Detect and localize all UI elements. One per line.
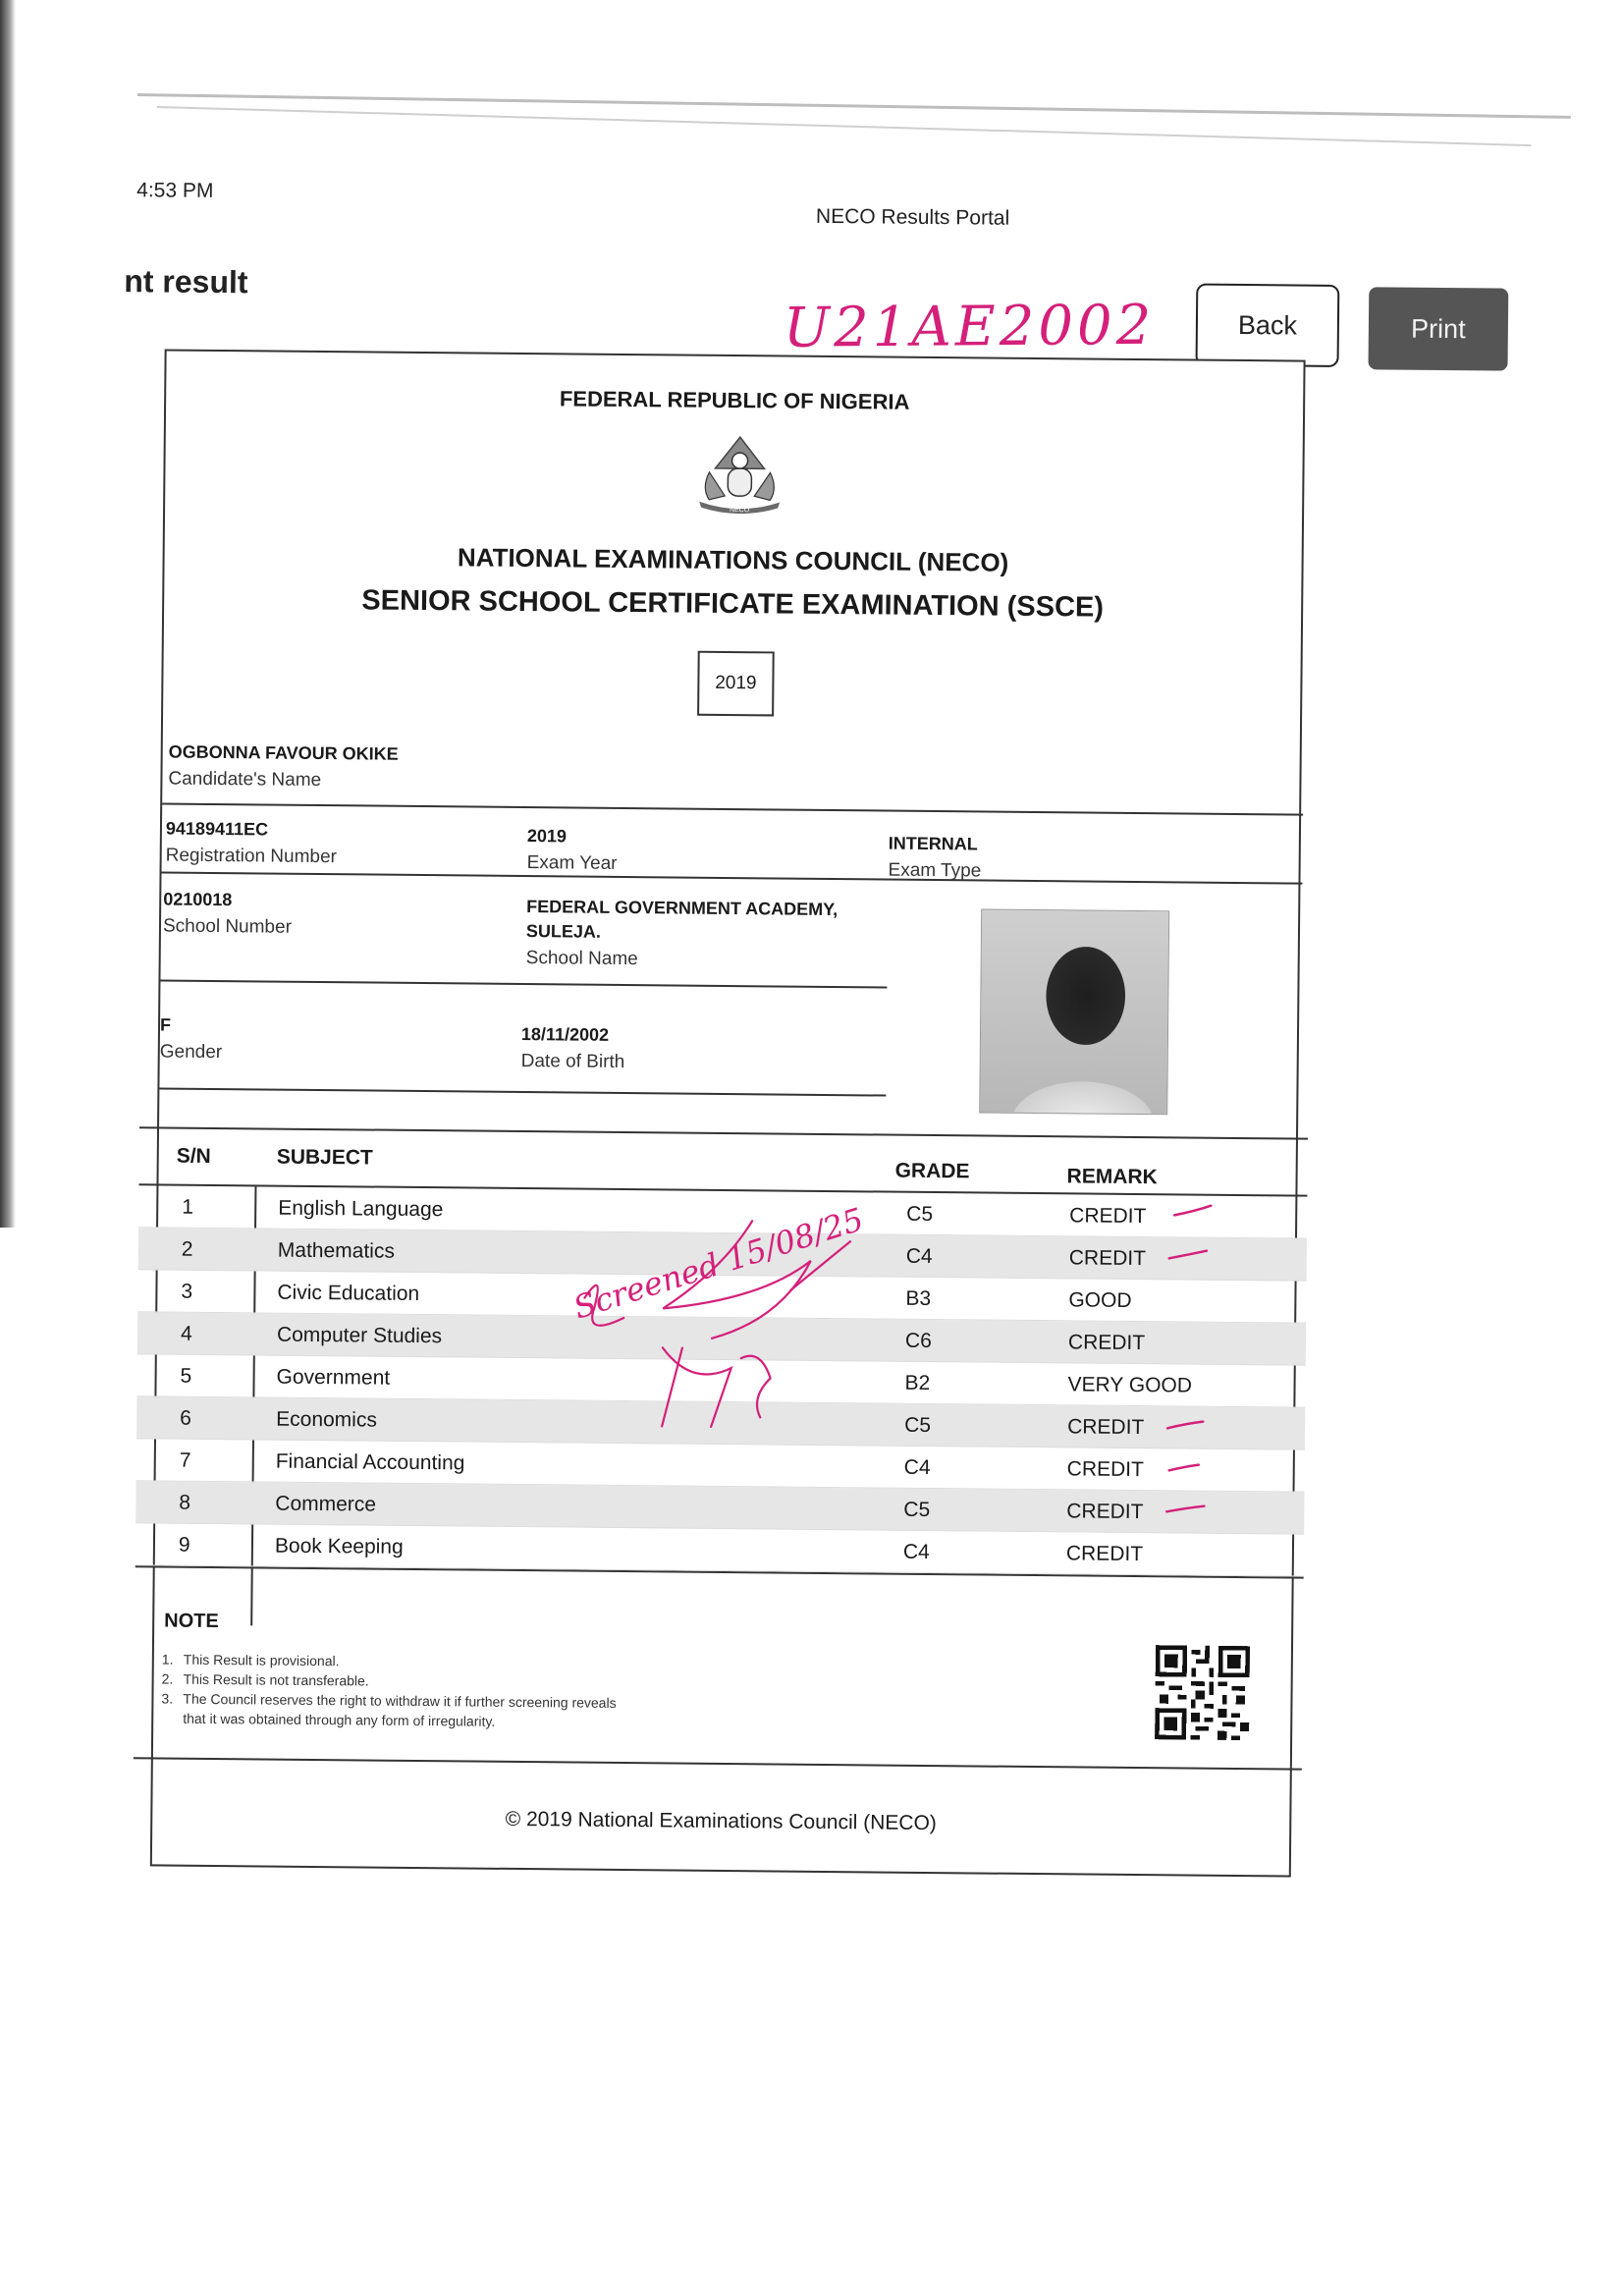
registration-label: Registration Number: [165, 845, 338, 868]
registration-number: 94189411EC: [165, 818, 269, 840]
result-subject: Mathematics: [277, 1238, 395, 1263]
result-grade: C4: [905, 1244, 933, 1269]
result-grade: C5: [906, 1202, 934, 1227]
result-grade: C5: [904, 1413, 932, 1438]
result-sn: 5: [180, 1364, 192, 1388]
note-number: 1.: [161, 1651, 174, 1667]
result-subject: Government: [276, 1365, 391, 1390]
gender-label: Gender: [159, 1041, 223, 1064]
result-remark: CREDIT: [1065, 1542, 1144, 1566]
exam-year-label: Exam Year: [526, 852, 618, 874]
candidate-name-label: Candidate's Name: [168, 768, 322, 792]
result-certificate: [150, 349, 1306, 1877]
result-grade: B2: [904, 1371, 931, 1395]
print-time: 4:53 PM: [136, 179, 214, 202]
handwritten-reference: U21AE2002: [783, 293, 1156, 360]
school-name-field: [526, 897, 839, 972]
result-sn: 7: [179, 1449, 191, 1472]
result-grade: B3: [905, 1286, 932, 1311]
crest-label: NECO: [729, 506, 750, 515]
portal-title: NECO Results Portal: [815, 204, 1010, 230]
header-sn: S/N: [176, 1144, 211, 1168]
school-name-line2: SULEJA.: [525, 921, 602, 942]
footer-divider: [134, 1757, 1302, 1770]
result-sn: 3: [181, 1280, 193, 1303]
note-number: 2.: [161, 1670, 174, 1687]
school-number: 0210018: [163, 889, 233, 910]
school-number-field: [163, 889, 292, 938]
result-remark: CREDIT: [1067, 1331, 1146, 1355]
exam-year-field: [527, 826, 618, 875]
exam-year: 2019: [526, 826, 568, 847]
result-remark: CREDIT: [1067, 1415, 1145, 1440]
note-number: 3.: [161, 1690, 174, 1707]
qr-code-icon: [1155, 1645, 1250, 1740]
year-box: 2019: [697, 651, 775, 717]
result-grade: C6: [904, 1329, 932, 1353]
council-title: NATIONAL EXAMINATIONS COUNCIL (NECO): [457, 542, 1009, 577]
result-remark: CREDIT: [1069, 1204, 1147, 1229]
result-subject: Commerce: [275, 1492, 377, 1516]
result-remark: VERY GOOD: [1067, 1373, 1193, 1397]
result-remark: CREDIT: [1066, 1457, 1145, 1482]
result-remark: GOOD: [1068, 1288, 1132, 1312]
note-text: This Result is not transferable.: [183, 1670, 369, 1689]
result-sn: 1: [182, 1195, 194, 1219]
result-remark: CREDIT: [1068, 1246, 1147, 1271]
result-sn: 9: [178, 1533, 190, 1557]
exam-type-field: [888, 834, 981, 883]
header-remark: REMARK: [1066, 1165, 1158, 1189]
country-title: FEDERAL REPUBLIC OF NIGERIA: [559, 386, 910, 414]
result-subject: English Language: [278, 1196, 444, 1222]
gender-field: [160, 1014, 223, 1064]
printed-page: [100, 108, 1610, 1940]
candidate-photo: [979, 908, 1169, 1115]
back-button[interactable]: Back: [1196, 284, 1340, 367]
note-title: NOTE: [164, 1610, 219, 1633]
note-text: This Result is provisional.: [183, 1651, 340, 1669]
gender: F: [159, 1014, 172, 1035]
result-sn: 6: [180, 1406, 191, 1430]
screened-signature: [564, 1199, 890, 1457]
school-number-label: School Number: [162, 915, 293, 938]
result-grade: C4: [903, 1455, 931, 1480]
result-subject: Civic Education: [277, 1281, 420, 1306]
scan-edge-shadow: [0, 0, 16, 1228]
copyright: © 2019 National Examinations Council (NECO): [505, 1807, 937, 1835]
header-grade: GRADE: [894, 1159, 970, 1183]
exam-type-label: Exam Type: [888, 859, 982, 882]
page-title: nt result: [124, 263, 248, 301]
print-button[interactable]: Print: [1369, 287, 1509, 370]
result-sn: 4: [180, 1322, 192, 1345]
dob-field: [521, 1024, 625, 1073]
note-text: The Council reserves the right to withdraw it if further screening reveals: [183, 1690, 617, 1711]
divider: [162, 871, 1303, 884]
candidate-name: OGBONNA FAVOUR OKIKE: [168, 741, 399, 764]
header-subject: SUBJECT: [276, 1145, 373, 1170]
candidate-name-field: [168, 742, 398, 793]
result-grade: C5: [903, 1498, 931, 1522]
coat-of-arms-icon: [695, 433, 784, 515]
result-subject: Computer Studies: [276, 1323, 443, 1348]
result-subject: Financial Accounting: [275, 1449, 465, 1475]
school-name-label: School Name: [525, 948, 638, 970]
school-name-line1: FEDERAL GOVERNMENT ACADEMY,: [526, 897, 839, 920]
result-sn: 2: [181, 1237, 193, 1261]
result-sn: 8: [179, 1491, 191, 1514]
date-of-birth: 18/11/2002: [520, 1023, 610, 1045]
exam-type: INTERNAL: [888, 833, 978, 854]
signature-text: Screened 15/08/25: [568, 1200, 868, 1327]
result-grade: C4: [902, 1540, 930, 1564]
exam-title: SENIOR SCHOOL CERTIFICATE EXAMINATION (SSCE): [361, 584, 1105, 624]
dob-label: Date of Birth: [520, 1050, 625, 1073]
result-remark: CREDIT: [1066, 1500, 1144, 1524]
registration-field: [166, 819, 338, 869]
divider: [159, 1087, 886, 1096]
result-subject: Book Keeping: [274, 1534, 404, 1558]
divider: [160, 979, 887, 988]
result-subject: Economics: [276, 1407, 378, 1432]
note-text-continued: that it was obtained through any form of irregularity.: [183, 1710, 496, 1729]
divider: [162, 802, 1303, 815]
note-list: [161, 1650, 617, 1732]
